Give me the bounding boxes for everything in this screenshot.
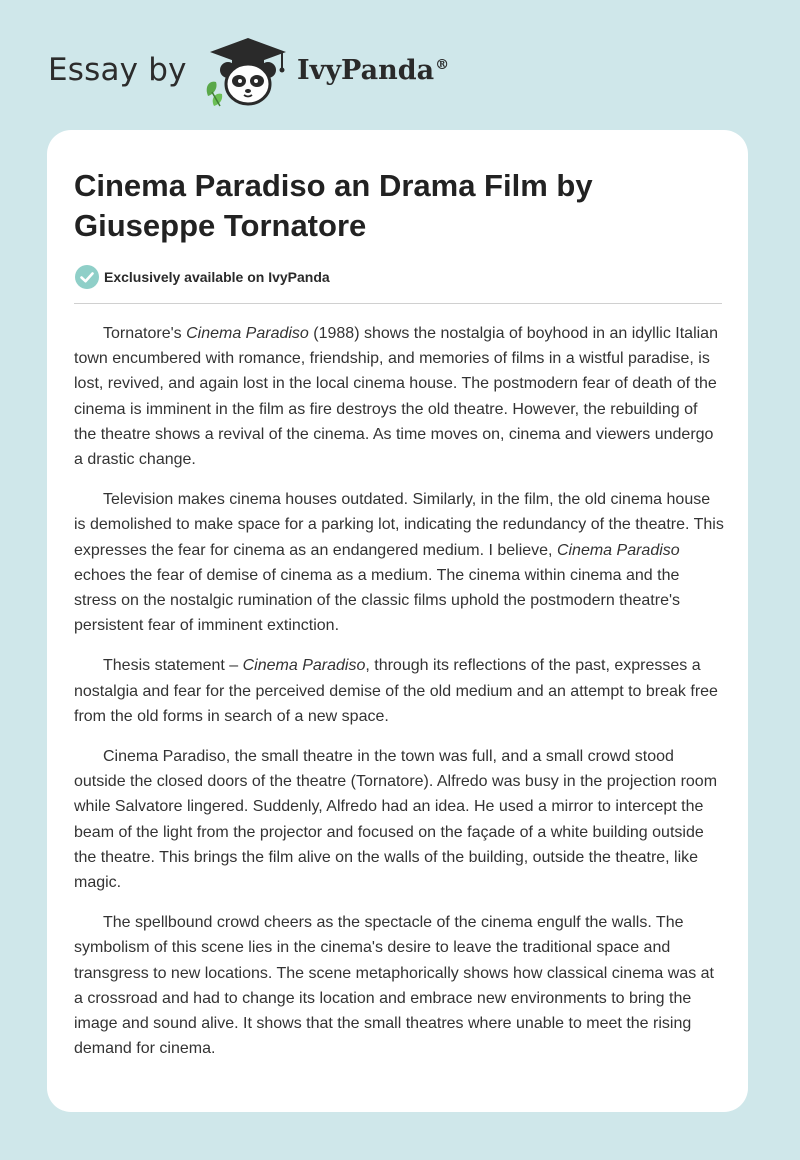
essay-body <box>74 321 724 1076</box>
essay-paragraph <box>74 744 724 895</box>
paragraph-text: The spellbound crowd cheers as the spectacle of the cinema engulf the walls. The symbolism of this scene lies in the cinema's desire to leave the traditional space and transgress to new locations. The scene metaphorically shows how classical cinema was at a crossroad and had to change its location and embrace new environments to bring the image and sound alive. It shows that the small theatres where unable to meet the rising demand for cinema. <box>74 914 714 1058</box>
film-title-italic: Cinema Paradiso <box>242 657 366 675</box>
paragraph-text: (1988) shows the nostalgia of boyhood in an idyllic Italian town encumbered with romance, friendship, and memories of films in a wistful paradise, is lost, revived, and again lost in the local cinema house. The postmodern fear of death of the cinema is imminent in the film as fire destroys the old theatre. However, the rebuilding of the theatre shows a revival of the cinema. As time moves on, cinema and viewers undergo a drastic change. <box>74 325 718 469</box>
paragraph-text: echoes the fear of demise of cinema as a medium. The cinema within cinema and the stress on the nostalgic rumination of the classic films uphold the postmodern theatre's persistent fear of imminent extinction. <box>74 566 681 635</box>
film-title-italic: Cinema Paradiso <box>556 541 680 559</box>
registered-mark: ® <box>435 57 450 73</box>
exclusive-badge-label: Exclusively available on IvyPanda <box>104 269 330 285</box>
title-divider <box>74 303 722 304</box>
essay-card <box>47 130 748 1112</box>
essay-paragraph <box>74 487 724 638</box>
exclusive-badge <box>74 264 434 290</box>
panda-logo-icon[interactable] <box>202 36 294 108</box>
essay-paragraph <box>74 910 724 1061</box>
paragraph-text: , through its reflections of the past, expresses a nostalgia and fear for the perceived demise of the old medium and an attempt to break free from the old forms in search of a new space. <box>74 657 718 725</box>
site-header <box>48 36 528 108</box>
ivypanda-wordmark[interactable] <box>297 55 449 86</box>
paragraph-text: Television makes cinema houses outdated. Similarly, in the film, the old cinema house is demolished to make space for a parking lot, indicating the redundancy of the theatre. This expresses the fear for cinema as an endangered medium. I believe, <box>74 491 724 559</box>
brand-name-text: IvyPanda <box>297 55 435 86</box>
paragraph-text: Tornatore's <box>103 325 187 342</box>
paragraph-text: Cinema Paradiso, the small theatre in the town was full, and a small crowd stood outside the closed doors of the theatre (Tornatore). Alfredo was busy in the projection room while Salvatore lingered. Suddenly, Alfredo had an idea. He used a mirror to intercept the beam of the light from the projector and focused on the façade of a white building outside the theatre. This brings the film alive on the walls of the building, outside the theatre, like magic. <box>74 748 718 892</box>
essay-paragraph <box>74 653 724 729</box>
check-circle-icon <box>74 264 100 290</box>
essay-title: Cinema Paradiso an Drama Film by Giuseppe Tornatore <box>74 168 593 243</box>
paragraph-text: Thesis statement – <box>103 657 243 675</box>
essay-paragraph <box>74 321 724 472</box>
essay-by-label: Essay by <box>48 52 187 88</box>
film-title-italic: Cinema Paradiso <box>186 325 309 342</box>
